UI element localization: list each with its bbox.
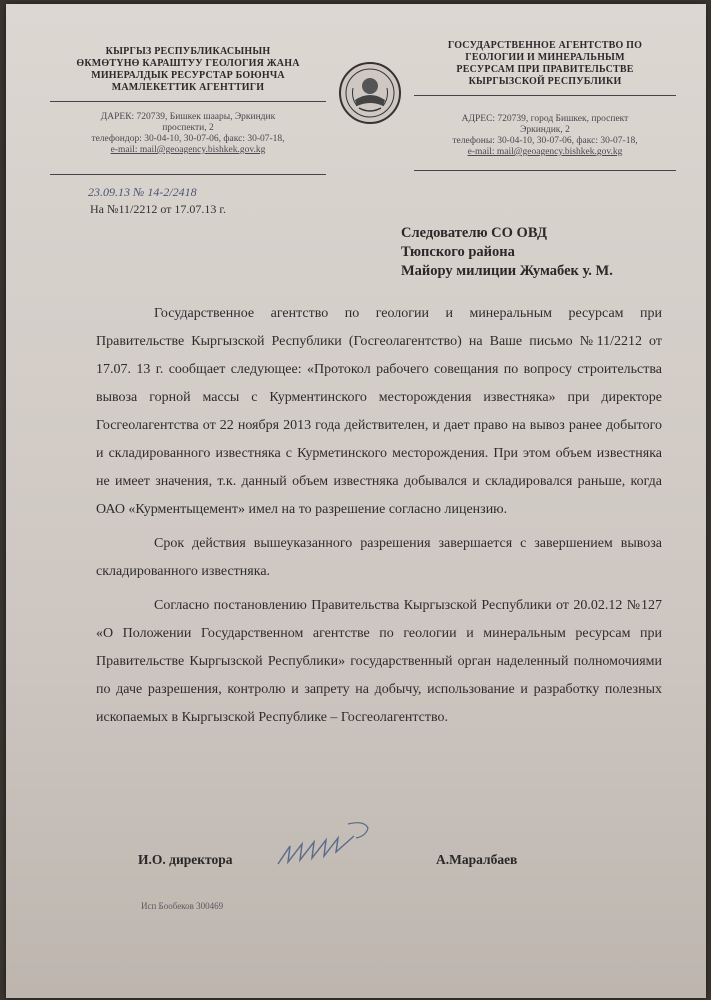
header-left-address2: проспекти, 2 bbox=[162, 123, 214, 133]
header-left-title-1: КЫРГЫЗ РЕСПУБЛИКАСЫНЫН bbox=[105, 46, 271, 57]
header-right bbox=[414, 40, 676, 88]
header-left-title-4: МАМЛЕКЕТТИК АГЕНТТИГИ bbox=[111, 82, 265, 93]
state-emblem-icon bbox=[339, 62, 401, 124]
header-right-title-3: РЕСУРСАМ ПРИ ПРАВИТЕЛЬСТВЕ bbox=[456, 64, 634, 75]
letter-page bbox=[6, 4, 706, 998]
reply-reference: На №11/2212 от 17.07.13 г. bbox=[90, 202, 226, 216]
header-left-email: e-mail: mail@geoagency.bishkek.gov.kg bbox=[110, 145, 266, 155]
header-right-title-2: ГЕОЛОГИИ И МИНЕРАЛЬНЫМ bbox=[465, 52, 625, 63]
header-right-rule-bottom bbox=[414, 170, 676, 171]
header-left-address: ДАРЕК: 720739, Бишкек шаары, Эркиндик bbox=[100, 112, 276, 122]
header-right-rule bbox=[414, 95, 676, 96]
outgoing-number: 23.09.13 № 14-2/2418 bbox=[88, 185, 197, 199]
handwritten-signature-icon bbox=[268, 816, 398, 876]
addressee-line-3: Майору милиции Жумабек у. М. bbox=[401, 263, 613, 279]
header-right-email: e-mail: mail@geoagency.bishkek.gov.kg bbox=[467, 147, 623, 157]
executor-note: Исп Бообеков 300469 bbox=[141, 901, 224, 911]
body-paragraph-3: Согласно постановлению Правительства Кыргызской Республики от 20.02.12 №127 «О Положении Государственном агентстве по геологии и минеральным ресурсам при Правительстве Кыргызской Республики» государственный орган наделенный полномочиями по даче разрешения, контролю и запрету на добычу, использование и разработку полезных ископаемых в Кыргызской Республике – Госгеолагентство. bbox=[96, 598, 662, 725]
header-left-contacts bbox=[50, 112, 326, 156]
signature-position: И.О. директора bbox=[138, 852, 233, 867]
body-paragraph-2: Срок действия вышеуказанного разрешения завершается с завершением вывоза складированного известняка. bbox=[96, 536, 662, 579]
header-left bbox=[50, 46, 326, 94]
header-right-address2: Эркиндик, 2 bbox=[520, 125, 570, 135]
header-right-contacts bbox=[414, 114, 676, 158]
header-right-title-4: КЫРГЫЗСКОЙ РЕСПУБЛИКИ bbox=[468, 76, 622, 87]
addressee-line-2: Тюпского района bbox=[401, 244, 515, 260]
addressee-block bbox=[401, 224, 613, 281]
header-right-phone: телефоны: 30-04-10, 30-07-06, факс: 30-07-18, bbox=[452, 136, 638, 146]
header-left-rule bbox=[50, 101, 326, 102]
header-right-title-1: ГОСУДАРСТВЕННОЕ АГЕНТСТВО ПО bbox=[447, 40, 643, 51]
letter-body bbox=[96, 300, 662, 732]
header-left-rule-bottom bbox=[50, 174, 326, 175]
body-paragraph-1: Государственное агентство по геологии и минеральным ресурсам при Правительстве Кыргызской Республики (Госгеолагентство) на Ваше письмо №11/2212 от 17.07. 13 г. сообщает следующее: «Протокол рабочего совещания по вопросу строительства вывоза горной массы с Курментинского месторождения известняка» при директоре Госгеолагентства от 22 ноября 2013 года действителен, и дает право на вывоз ранее добытого и складированного известняка с Курметинского месторождения. При этом объем известняка не имеет значения, т.к. данный объем известняка добывался и складировался раньше, когда ОАО «Курментыцемент» имел на то разрешение согласно лицензию. bbox=[96, 306, 662, 517]
header-right-address: АДРЕС: 720739, город Бишкек, проспект bbox=[461, 114, 629, 124]
addressee-line-1: Следователю СО ОВД bbox=[401, 225, 547, 241]
signature-name: А.Маралбаев bbox=[436, 852, 518, 867]
header-left-title-3: МИНЕРАЛДЫК РЕСУРСТАР БОЮНЧА bbox=[91, 70, 285, 81]
header-left-title-2: ӨКМӨТҮНӨ КАРАШТУУ ГЕОЛОГИЯ ЖАНА bbox=[76, 58, 300, 69]
header-left-phone: телефондор: 30-04-10, 30-07-06, факс: 30-07-18, bbox=[91, 134, 285, 144]
